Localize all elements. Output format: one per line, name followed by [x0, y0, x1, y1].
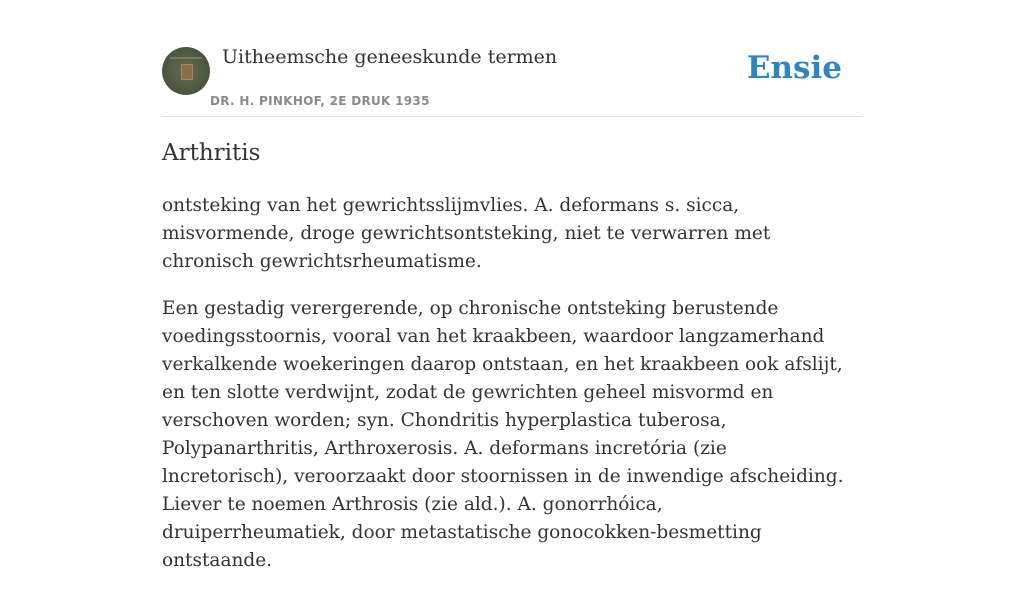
term-title: Arthritis: [162, 140, 261, 166]
definition-paragraph: ontsteking van het gewrichtsslijmvlies. A. deformans s. sicca, misvormende, droge gewrichtsontsteking, niet te verwarren met chronisch gewrichtsrheumatisme.: [162, 195, 771, 272]
book-cover-emblem: [181, 64, 193, 80]
book-cover-band: [170, 57, 202, 59]
brand-logo[interactable]: Ensie: [746, 50, 842, 86]
book-title[interactable]: Uitheemsche geneeskunde termen: [222, 46, 558, 68]
book-author-edition: DR. H. PINKHOF, 2E DRUK 1935: [210, 94, 430, 108]
header: [162, 40, 862, 117]
definition-text: [162, 192, 852, 594]
definition-paragraph: Een gestadig verergerende, op chronische ontsteking berustende voedingsstoornis, vooral van het kraakbeen, waardoor langzamerhand verkalkende woekeringen daarop ontstaan, en het kraakbeen ook afslijt, en ten slotte verdwijnt, zodat de gewrichten geheel misvormd en verschoven worden; syn. Chondritis hyperplastica tuberosa, Polypanarthritis, Arthroxerosis. A. deformans incretória (zie lncretorisch), veroorzaakt door stoornissen in de inwendige afscheiding. Liever te noemen Arthrosis (zie ald.). A. gonorrhóica, druiperrheumatiek, door metastatische gonocokken-besmetting ontstaande.: [162, 298, 844, 571]
book-cover-icon[interactable]: [162, 47, 210, 95]
